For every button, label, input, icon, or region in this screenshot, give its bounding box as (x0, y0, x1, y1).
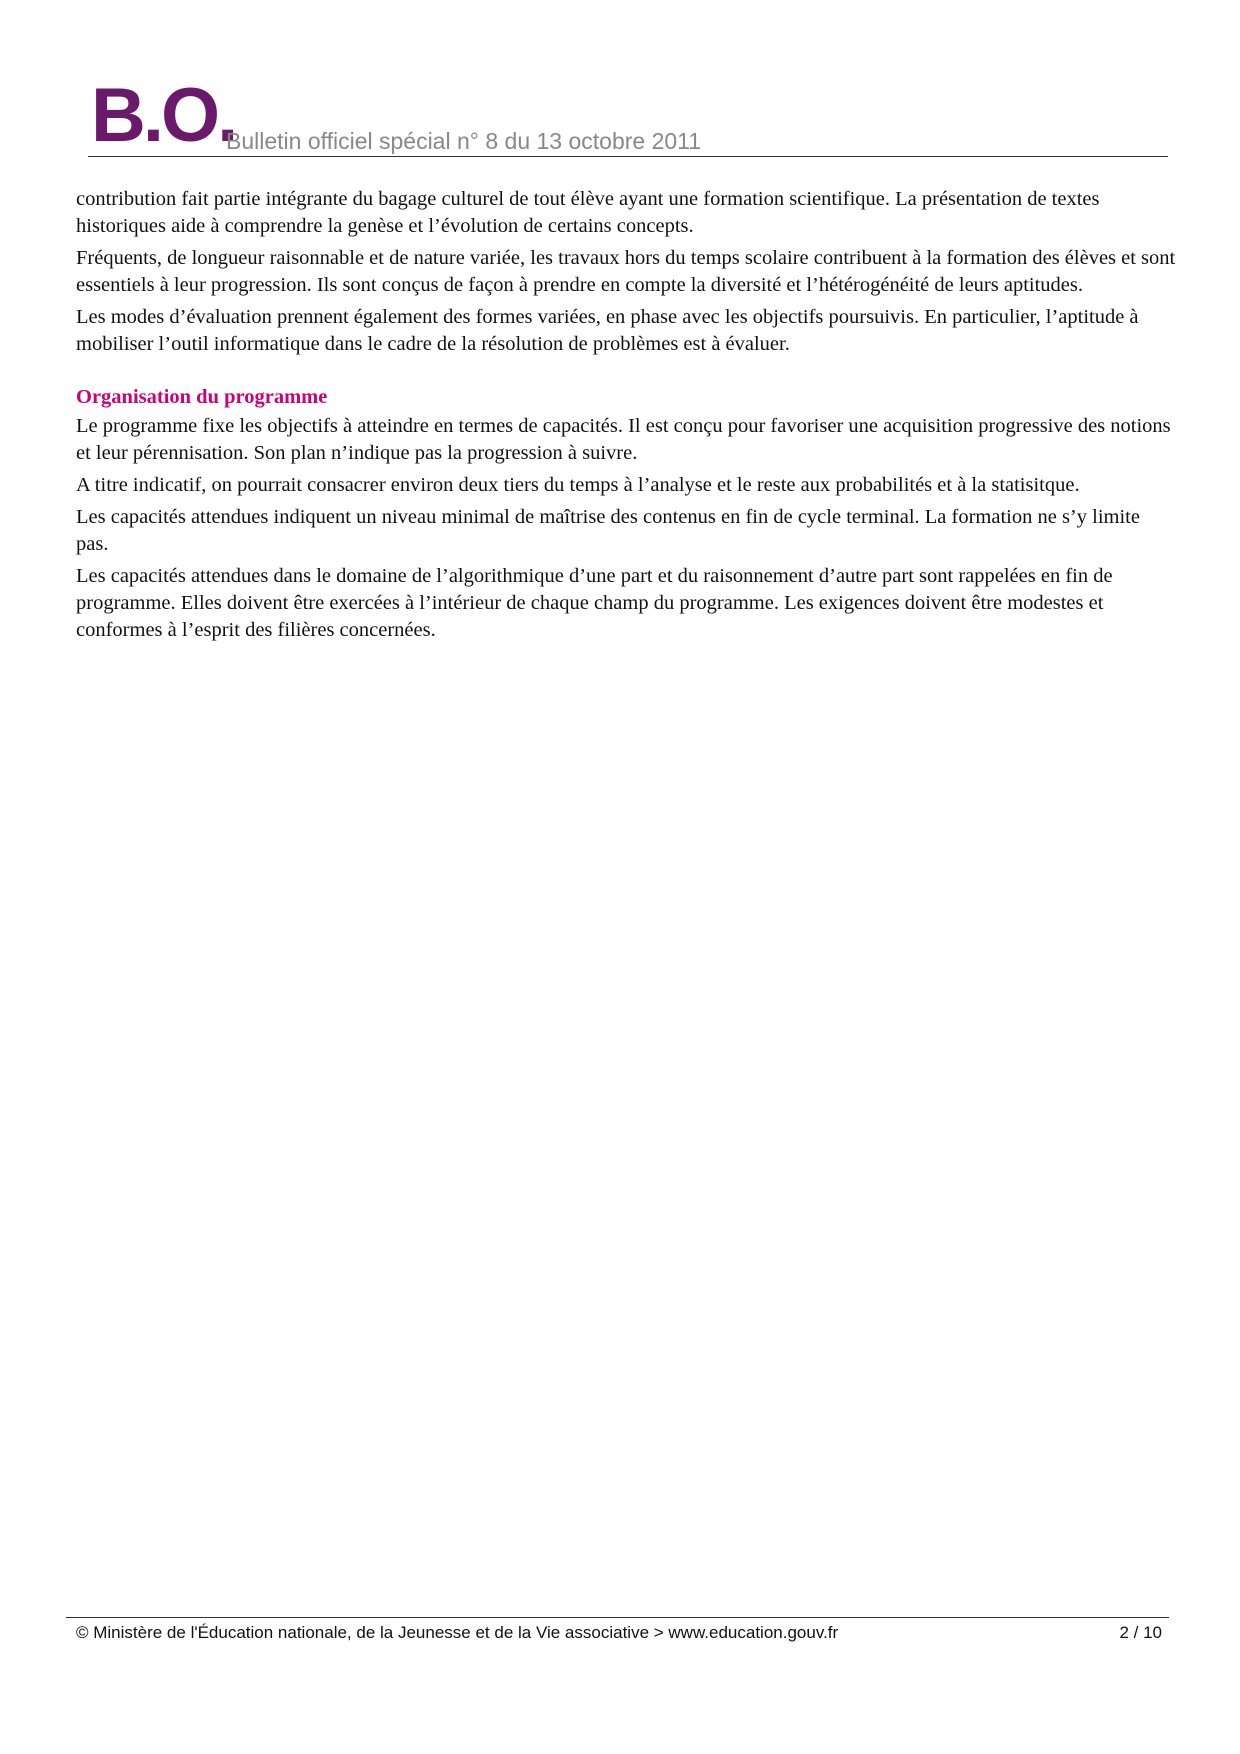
body-paragraph: A titre indicatif, on pourrait consacrer environ deux tiers du temps à l’analyse et le reste aux probabilités et à la statisitque. (76, 474, 1080, 496)
body-paragraph: Les capacités attendues dans le domaine de l’algorithmique d’une part et du raisonnement d’autre part sont rappelées en fin de programme. Elles doivent être exercées à l’intérieur de chaque champ du programme. Les exigences doivent être modestes et conformes à l’esprit des filières concernées. (76, 565, 1113, 641)
section-heading: Organisation du programme (76, 386, 328, 408)
document-body (76, 186, 1176, 649)
body-paragraph: Les capacités attendues indiquent un niveau minimal de maîtrise des contenus en fin de cycle terminal. La formation ne s’y limite pas. (76, 506, 1140, 555)
header-divider (88, 156, 1168, 157)
bo-logo: B.O. (91, 73, 236, 158)
body-paragraph: Les modes d’évaluation prennent également des formes variées, en phase avec les objectifs poursuivis. En particulier, l’aptitude à mobiliser l’outil informatique dans le cadre de la résolution de problèmes est à évaluer. (76, 306, 1139, 355)
bulletin-title: Bulletin officiel spécial n° 8 du 13 octobre 2011 (226, 128, 702, 154)
page-number: 2 / 10 (1119, 1623, 1162, 1642)
body-paragraph: Le programme fixe les objectifs à atteindre en termes de capacités. Il est conçu pour favoriser une acquisition progressive des notions et leur pérennisation. Son plan n’indique pas la progression à suivre. (76, 415, 1171, 464)
page-header (88, 73, 1168, 158)
footer-copyright: © Ministère de l'Éducation nationale, de la Jeunesse et de la Vie associative > www.education.gouv.fr (76, 1623, 839, 1642)
footer-divider (66, 1617, 1169, 1618)
body-paragraph: contribution fait partie intégrante du bagage culturel de tout élève ayant une formation scientifique. La présentation de textes historiques aide à comprendre la genèse et l’évolution de certains concepts. (76, 188, 1100, 237)
body-paragraph: Fréquents, de longueur raisonnable et de nature variée, les travaux hors du temps scolaire contribuent à la formation des élèves et sont essentiels à leur progression. Ils sont conçus de façon à prendre en compte la diversité et l’hétérogénéité de leurs aptitudes. (76, 247, 1176, 296)
